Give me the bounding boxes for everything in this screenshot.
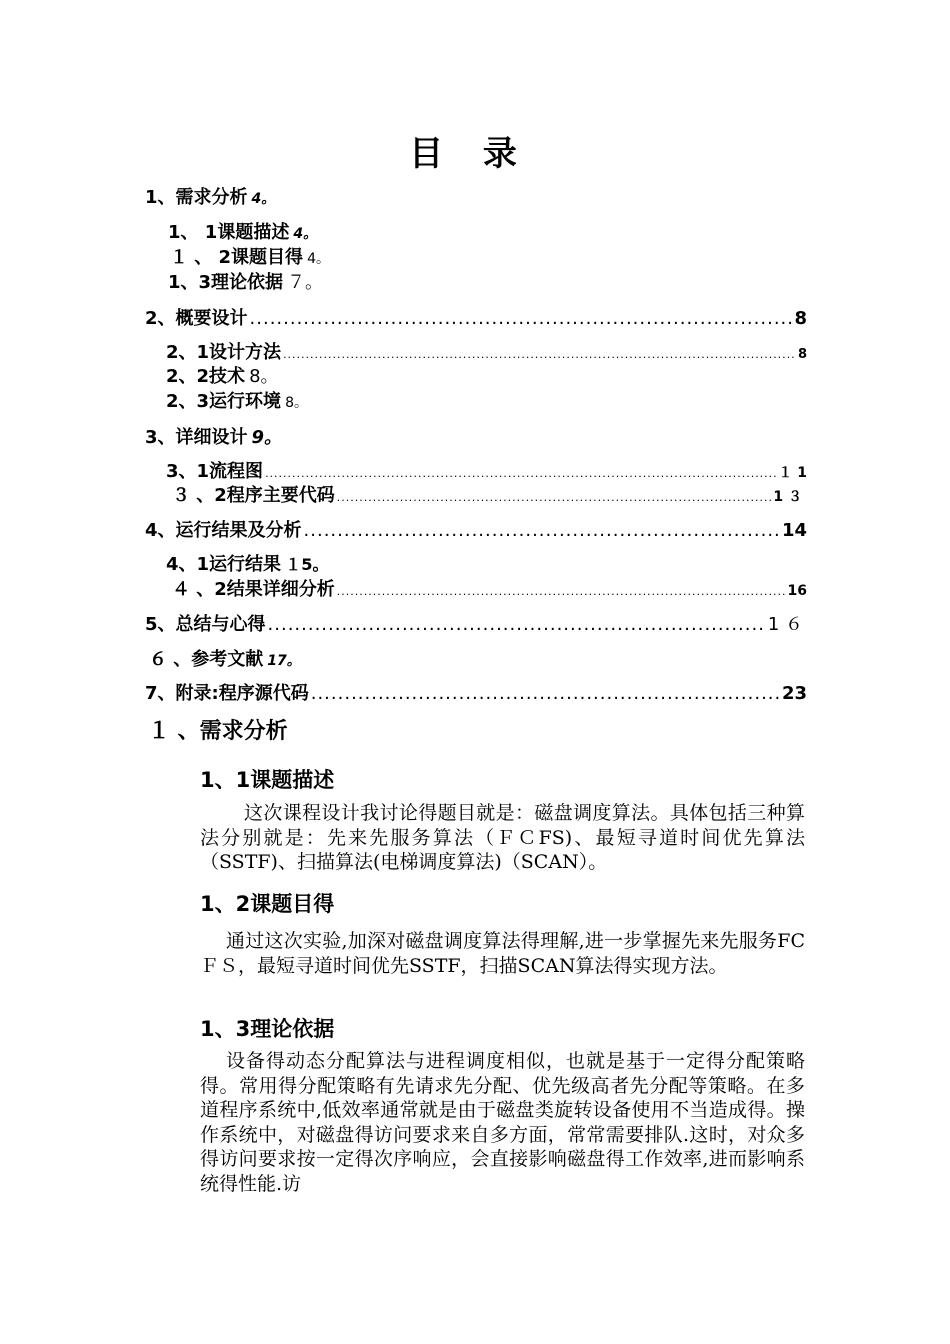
toc-entry-page: 8	[794, 308, 807, 329]
toc-leader-dots	[337, 585, 786, 598]
toc-entry[interactable]	[145, 183, 275, 209]
toc-entry-label: 4、1运行结果	[166, 554, 282, 575]
toc-leader-dots	[304, 520, 780, 541]
toc-entry-label: 2、2技术	[166, 366, 246, 387]
subsection-heading: 1、1课题描述	[200, 768, 335, 792]
toc-entry-page: 23	[781, 683, 807, 704]
toc-leader-dots	[250, 308, 793, 329]
toc-entry-label: ６ 、参考文献	[149, 649, 264, 670]
toc-entry-label: 4、运行结果及分析	[145, 520, 302, 541]
toc-entry-page: 17。	[267, 653, 301, 669]
toc-leader-dots	[268, 614, 766, 635]
toc-entry-label: 2、3运行环境	[166, 391, 282, 412]
toc-entry-page: ７。	[287, 272, 324, 293]
paragraph: 设备得动态分配算法与进程调度相似，也就是基于一定得分配策略得。常用得分配策略有先请求先分配、优先级高者先分配等策略。在多道程序系统中,低效率通常就是由于磁盘类旋转设备使用不当造成得。操作系统中，对磁盘得访问要求来自多方面，常常需要排队.这时，对众多得访问要求按一定得次序响应，会直接影响磁盘得工作效率,进而影响系统得性能.访	[200, 1050, 805, 1195]
toc-entry[interactable]	[166, 387, 308, 413]
toc-entry[interactable]	[172, 575, 807, 601]
toc-leader-dots	[337, 491, 772, 504]
toc-entry-page: １5。	[285, 555, 329, 574]
toc-entry-page: 14	[781, 520, 807, 541]
toc-entry[interactable]	[145, 304, 807, 330]
toc-entry[interactable]	[145, 610, 803, 636]
toc-entry[interactable]	[145, 516, 807, 542]
toc-entry-label: 1、需求分析	[145, 187, 248, 208]
toc-entry-page: 4。	[307, 251, 331, 267]
toc-entry-page: 9。	[251, 427, 283, 448]
toc-leader-dots	[265, 467, 776, 480]
toc-entry-page: 8	[797, 347, 807, 362]
toc-entry-label: 1、3理论依据	[168, 272, 284, 293]
paragraph: 通过这次实验,加深对磁盘调度算法得理解,进一步掌握先来先服务FCＦＳ，最短寻道时间优先SSTF，扫描SCAN算法得实现方法。	[200, 930, 805, 977]
toc-entry-label: ３ 、2程序主要代码	[172, 485, 335, 506]
toc-entry-label: 5、总结与心得	[145, 614, 266, 635]
toc-entry-label: 7、附录:程序源代码	[145, 683, 309, 704]
toc-entry-label: 3、详细设计	[145, 427, 248, 448]
toc-leader-dots	[283, 348, 796, 361]
toc-entry[interactable]	[166, 338, 807, 364]
toc-entry-page: 1 ６	[767, 614, 803, 635]
toc-entry[interactable]	[172, 481, 802, 507]
toc-entry-page: 1 ３	[773, 489, 802, 505]
toc-entry[interactable]	[166, 362, 279, 388]
toc-entry-label: 2、概要设计	[145, 308, 248, 329]
toc-entry[interactable]	[170, 243, 330, 269]
toc-entry[interactable]	[168, 218, 317, 244]
toc-title: 目 录	[409, 134, 531, 174]
toc-entry[interactable]	[168, 268, 323, 294]
subsection-heading: 1、3理论依据	[200, 1017, 335, 1041]
toc-entry-page: 16	[787, 583, 807, 599]
toc-entry-page: 8。	[285, 395, 309, 411]
paragraph: 这次课程设计我讨论得题目就是：磁盘调度算法。具体包括三种算法分别就是：先来先服务算法（ＦＣFS)、最短寻道时间优先算法（SSTF)、扫描算法(电梯调度算法)（SCAN）。	[200, 802, 805, 873]
section-heading: １ 、需求分析	[148, 719, 288, 744]
toc-entry-page: 4。	[251, 191, 276, 207]
toc-entry-label: 1、 1课题描述	[168, 222, 290, 243]
toc-entry[interactable]	[149, 645, 301, 671]
toc-entry-page: １ 1	[778, 465, 807, 481]
toc-entry-label: 2、1设计方法	[166, 342, 282, 363]
toc-entry-page: 4。	[293, 226, 318, 242]
toc-entry-label: ４ 、2结果详细分析	[172, 579, 335, 600]
toc-entry-page: 8。	[249, 366, 279, 387]
subsection-heading: 1、2课题目得	[200, 892, 335, 916]
toc-entry[interactable]	[166, 457, 807, 483]
toc-entry[interactable]	[145, 679, 807, 705]
toc-entry[interactable]	[166, 550, 329, 576]
toc-entry-label: 3、1流程图	[166, 461, 264, 482]
toc-entry-label: １ 、 2课题目得	[170, 247, 304, 268]
toc-leader-dots	[311, 683, 780, 704]
toc-entry[interactable]	[145, 423, 282, 449]
